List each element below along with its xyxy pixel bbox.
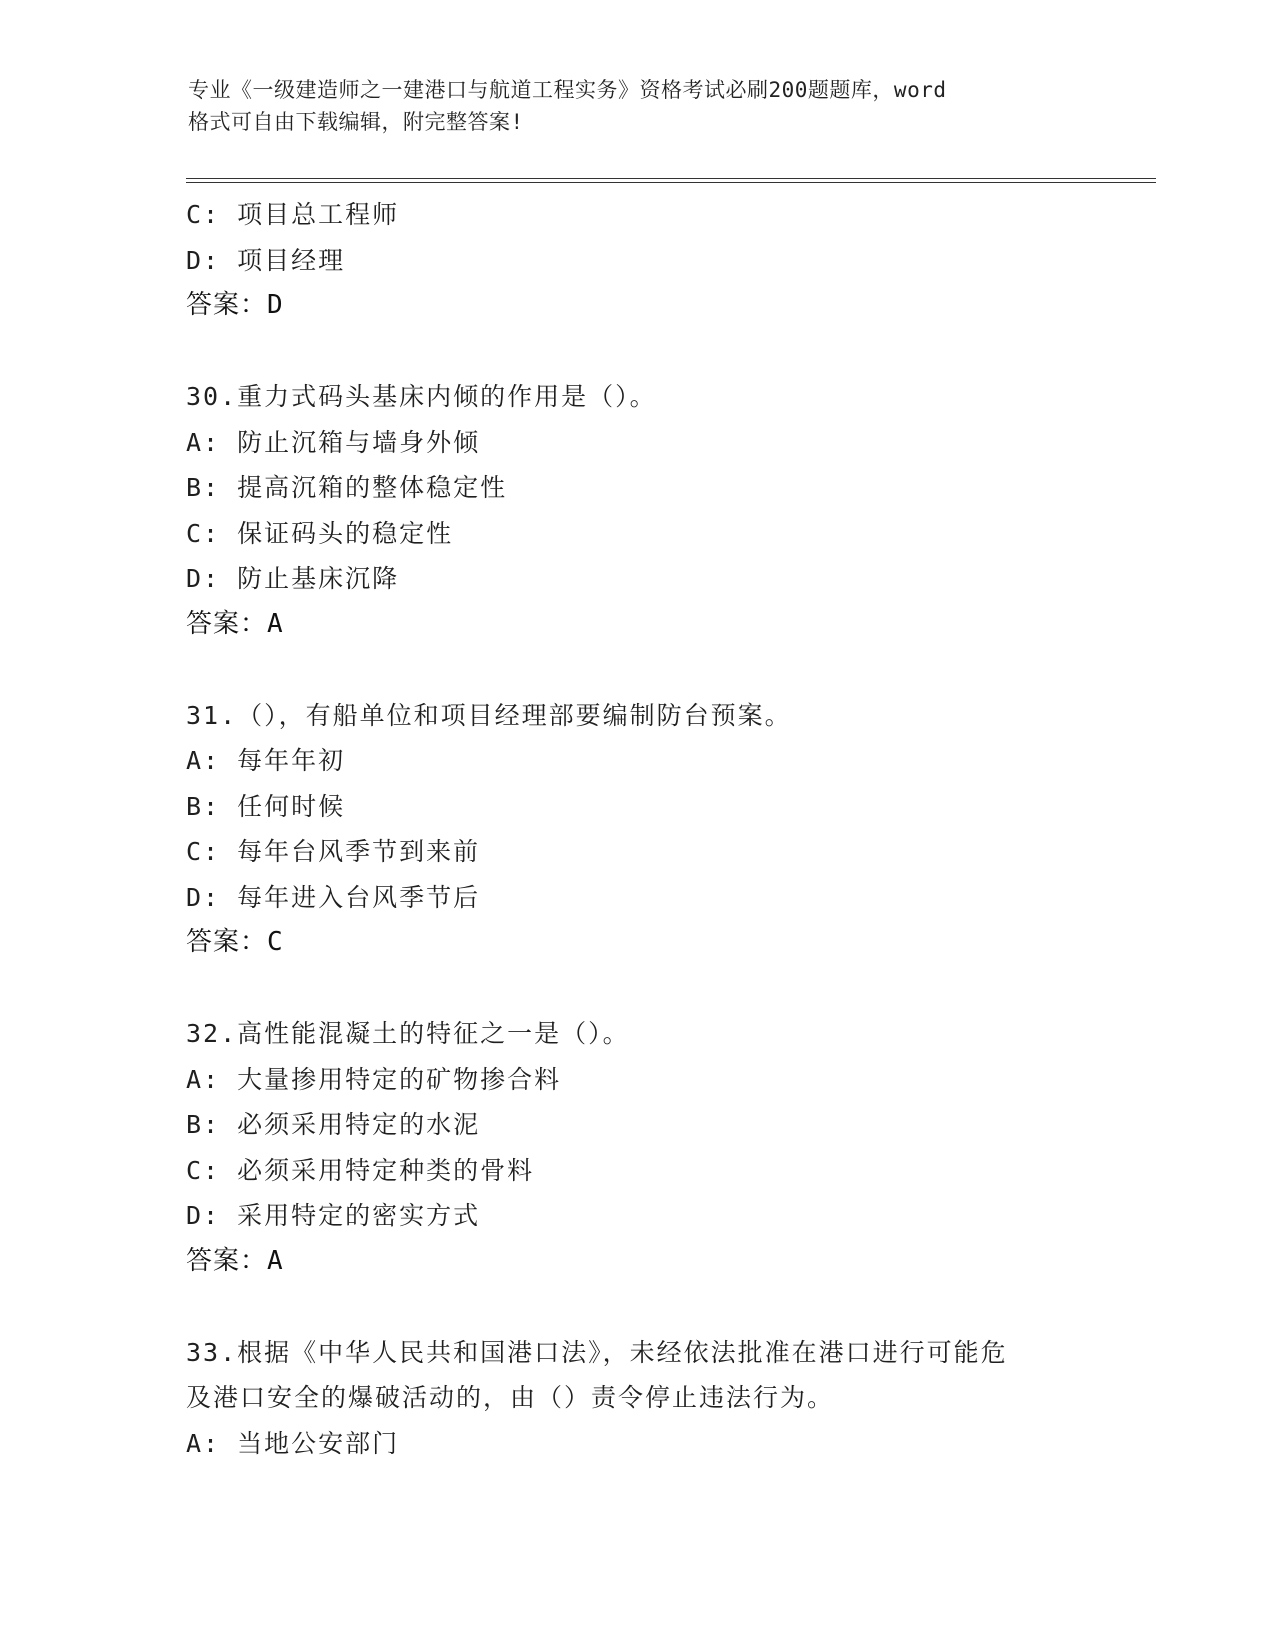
question-29-continued [186,192,1086,329]
option-d: D: 每年进入台风季节后 [186,882,481,912]
answer-label: 答案： [186,608,268,639]
option-d: D: 采用特定的密实方式 [186,1201,481,1230]
answer-line [186,1239,1086,1285]
question-stem: 32.高性能混凝土的特征之一是（）。 [186,1019,630,1048]
spacer [186,329,1086,375]
answer-value: A [267,608,284,639]
answer-value: D [267,290,284,320]
option-a: A: 每年年初 [186,746,346,775]
answer-line [186,920,1086,966]
answer-value: C [267,927,284,957]
option-c: C: 必须采用特定种类的骨料 [186,1155,535,1185]
question-30 [186,374,1086,647]
question-stem-line-2: 及港口安全的爆破活动的，由（）责令停止违法行为。 [186,1383,835,1412]
option-b: B: 提高沉箱的整体稳定性 [186,473,508,502]
option-b: B: 任何时候 [186,791,346,821]
question-stem: 30.重力式码头基床内倾的作用是（）。 [186,382,657,411]
spacer [186,647,1086,693]
option-d: D: 项目经理 [186,245,346,275]
answer-value: A [267,1245,284,1276]
question-33 [186,1330,1086,1467]
answer-line [186,283,1086,329]
option-c: C: 保证码头的稳定性 [186,518,454,548]
question-32 [186,1011,1086,1284]
answer-label: 答案： [186,290,268,320]
answer-line [186,602,1086,648]
option-c: C: 项目总工程师 [186,200,400,229]
header-divider [186,178,1156,179]
question-stem: 31.（），有船单位和项目经理部要编制防台预案。 [186,700,792,730]
option-a: A: 防止沉箱与墙身外倾 [186,427,481,457]
question-31 [186,693,1086,966]
option-b: B: 必须采用特定的水泥 [186,1110,481,1139]
header-line-2: 格式可自由下载编辑，附完整答案! [188,110,524,134]
option-a: A: 大量掺用特定的矿物掺合料 [186,1064,562,1094]
answer-label: 答案： [186,927,268,957]
header-divider-second [186,182,1156,183]
spacer [186,966,1086,1012]
answer-label: 答案： [186,1245,268,1276]
question-list [186,192,1086,1466]
question-stem-line-1: 33.根据《中华人民共和国港口法》，未经依法批准在港口进行可能危 [186,1337,1008,1367]
option-d: D: 防止基床沉降 [186,564,400,593]
option-a: A: 当地公安部门 [186,1428,400,1458]
option-c: C: 每年台风季节到来前 [186,837,481,866]
spacer [186,1284,1086,1330]
header-line-1: 专业《一级建造师之一建港口与航道工程实务》资格考试必刷200题题库，word [188,78,947,102]
page-header [188,74,1068,138]
